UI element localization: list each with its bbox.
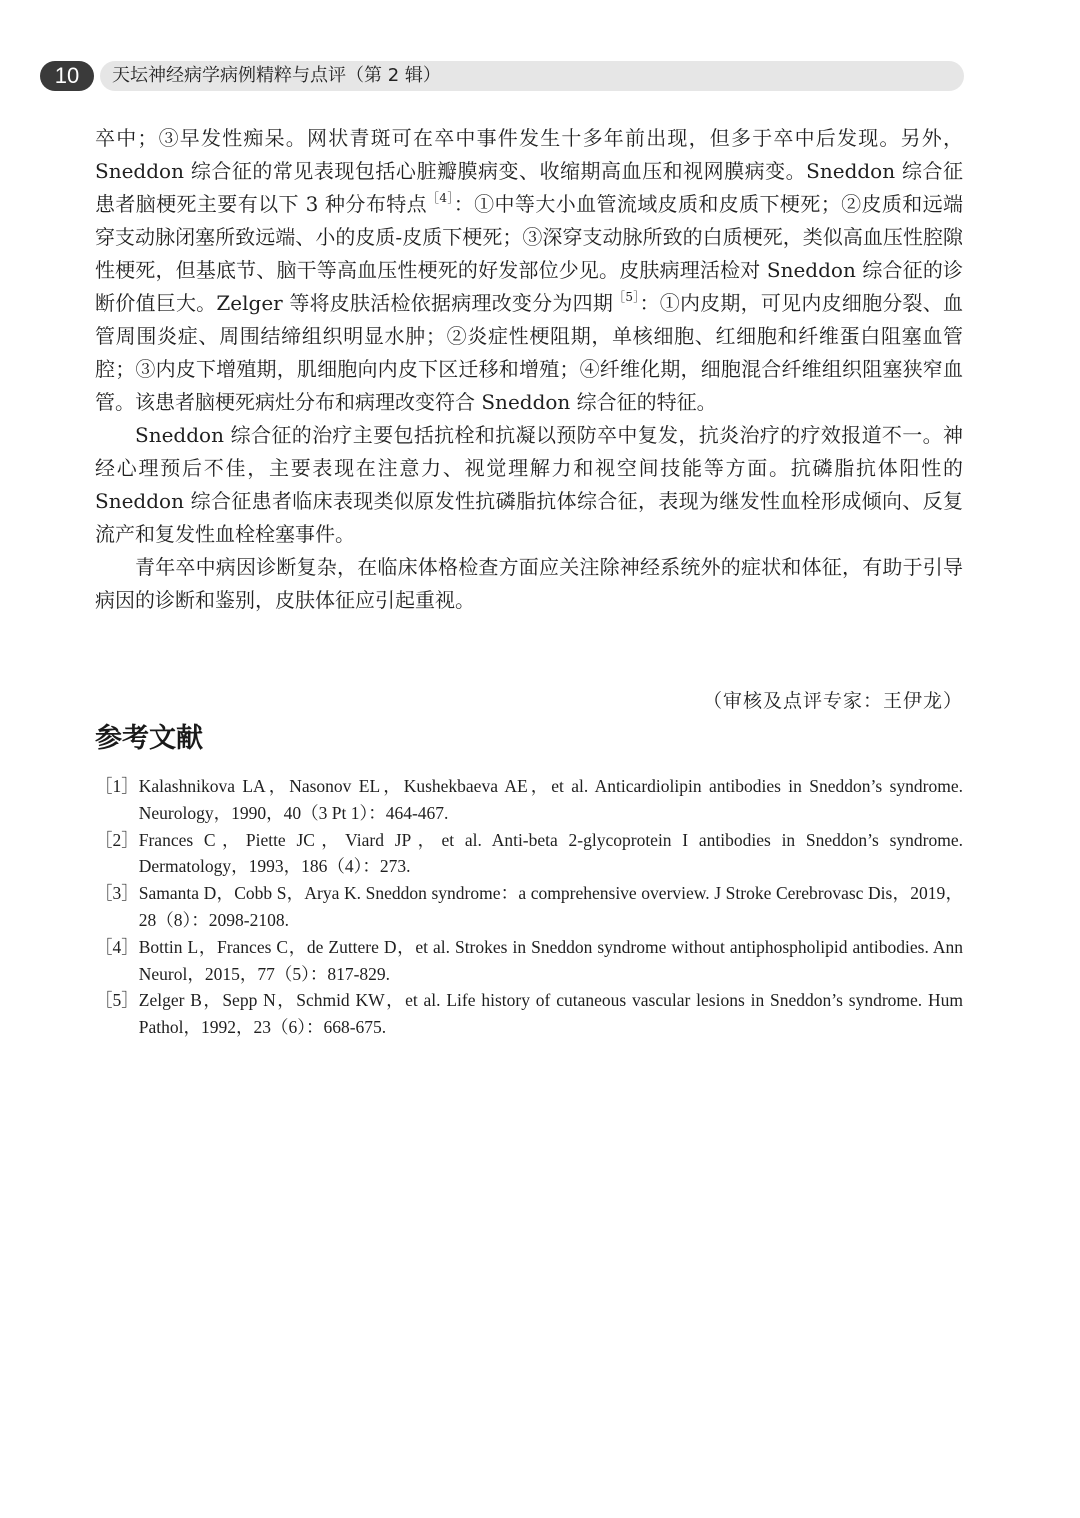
reference-number: ［1］: [95, 776, 139, 796]
reference-number: ［3］: [95, 883, 139, 904]
citation-5: ［5］: [613, 290, 640, 304]
reference-item: [95, 827, 963, 881]
paragraph-1-part-b: ：①中等大小血管流域皮质和皮质下梗死；②皮质和远端穿支动脉闭塞所致远端、小的皮质-皮质下梗死；③深穿支动脉所致的白质梗死，类似高血压性腔隙性梗死，但基底节、脑干等高血压性梗死的好发部位少见。皮肤病理活检对 Sneddon 综合征的诊断价值巨大。Zelger 等将皮肤活检依据病理改变分为四期: [95, 192, 964, 315]
paragraph-3: 青年卒中病因诊断复杂，在临床体格检查方面应关注除神经系统外的症状和体征，有助于引导病因的诊断和鉴别，皮肤体征应引起重视。: [95, 555, 963, 612]
reference-number: ［4］: [95, 936, 139, 957]
reviewer-credit: （审核及点评专家：王伊龙）: [702, 690, 963, 712]
reference-text: Bottin L，Frances C，de Zuttere D，et al. Strokes in Sneddon syndrome without antiphospholipid antibodies. Ann Neurol，2015，77（5）：817-829.: [138, 936, 963, 984]
page-number: 10: [40, 61, 94, 91]
paragraph-2: Sneddon 综合征的治疗主要包括抗栓和抗凝以预防卒中复发，抗炎治疗的疗效报道不一。神经心理预后不佳，主要表现在注意力、视觉理解力和视空间技能等方面。抗磷脂抗体阳性的 Sneddon 综合征患者临床表现类似原发性抗磷脂抗体综合征，表现为继发性血栓形成倾向、反复流产和复发性血栓栓塞事件。: [95, 423, 963, 546]
paragraph-1: [95, 122, 963, 419]
reference-item: [95, 880, 963, 934]
reference-list: [95, 773, 963, 1041]
reference-number: ［2］: [95, 829, 139, 850]
reference-item: [95, 773, 963, 827]
main-text: [95, 122, 963, 617]
reference-text: Zelger B，Sepp N，Schmid KW，et al. Life history of cutaneous vascular lesions in Sneddon’s syndrome. Hum Pathol，1992，23（6）：668-675.: [138, 990, 963, 1038]
references-heading: 参考文献: [95, 723, 203, 754]
reference-item: [95, 987, 963, 1041]
reference-text: Kalashnikova LA，Nasonov EL，Kushekbaeva AE，et al. Anticardiolipin antibodies in Sneddon’s syndrome. Neurology，1990，40（3 Pt 1）：464-467.: [138, 776, 963, 823]
reference-text: Samanta D，Cobb S，Arya K. Sneddon syndrome：a comprehensive overview. J Stroke Cerebrovasc Dis，2019，28（8）：2098-2108.: [138, 883, 963, 930]
reference-text: Frances C，Piette JC，Viard JP，et al. Anti-beta 2-glycoprotein I antibodies in Sneddon’s syndrome. Dermatology，1993，186（4）：273.: [138, 829, 963, 877]
reference-number: ［5］: [95, 990, 139, 1011]
running-header: [40, 61, 964, 91]
citation-4: ［4］: [426, 191, 454, 205]
reference-item: [95, 934, 963, 988]
book-title: 天坛神经病学病例精粹与点评（第 2 辑）: [100, 61, 964, 91]
paragraph-1-part-c: ：①内皮期，可见内皮细胞分裂、血管周围炎症、周围结缔组织明显水肿；②炎症性梗阻期，单核细胞、红细胞和纤维蛋白阻塞血管腔；③内皮下增殖期，肌细胞向内皮下区迁移和增殖；④纤维化期，细胞混合纤维组织阻塞狭窄血管。该患者脑梗死病灶分布和病理改变符合 Sneddon 综合征的特征。: [95, 291, 964, 414]
paragraph-1-part-a: 卒中；③早发性痴呆。网状青斑可在卒中事件发生十多年前出现，但多于卒中后发现。另外，Sneddon 综合征的常见表现包括心脏瓣膜病变、收缩期高血压和视网膜病变。Sneddon 综合征患者脑梗死主要有以下 3 种分布特点: [95, 126, 963, 216]
